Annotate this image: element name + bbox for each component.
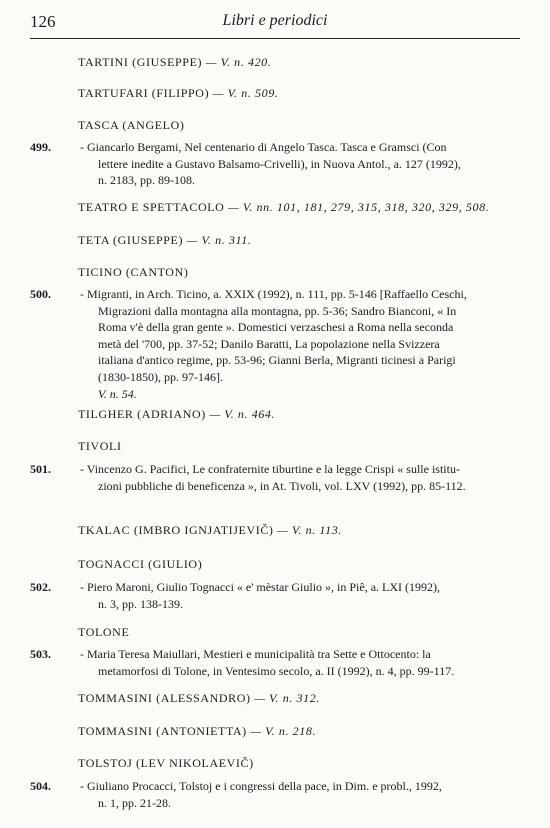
heading-ref: — V. nn. 101, 181, 279, 315, 318, 320, 329, 508.: [228, 200, 490, 214]
heading-ticino: [78, 265, 188, 280]
entry-line: - Piero Maroni, Giulio Tognacci « e' mèstar Giulio », in Piê, a. LXI (1992),: [80, 580, 441, 594]
entry-line: - Maria Teresa Maiullari, Mestieri e municipalità tra Sette e Ottocento: la: [80, 647, 431, 661]
heading-name: TILGHER (ADRIANO): [78, 407, 206, 421]
page-header: [30, 12, 520, 39]
entry-line: lettere inedite a Gustavo Balsamo-Crivelli), in Nuova Antol., a. 127 (1992),: [98, 156, 461, 171]
entry-line: - Vincenzo G. Pacifici, Le confraternite tiburtine e la legge Crispi « sulle istitu-: [80, 462, 460, 476]
heading-name: TOMMASINI (ALESSANDRO): [78, 691, 251, 705]
entry-500: [30, 286, 518, 402]
heading-name: TIVOLI: [78, 439, 122, 453]
entry-line: n. 3, pp. 138-139.: [98, 596, 183, 611]
heading-name: TARTINI (GIUSEPPE): [78, 55, 203, 69]
heading-name: TASCA (ANGELO): [78, 118, 185, 132]
heading-tartufari: [78, 86, 278, 101]
heading-ref: — V. n. 464.: [209, 407, 276, 421]
heading-name: TOLONE: [78, 625, 130, 639]
entry-499: [30, 139, 518, 189]
entry-line: Migrazioni dalla montagna alla montagna, pp. 5-36; Sandro Bianconi, « In: [98, 303, 457, 318]
heading-ref: — V. n. 218.: [250, 724, 317, 738]
heading-name: TOLSTOJ (LEV NIKOLAEVIČ): [78, 756, 254, 770]
heading-tartini: [78, 55, 271, 70]
entry-504: [30, 778, 518, 811]
heading-ref: — V. n. 311.: [186, 233, 252, 247]
entry-line: n. 1, pp. 21-28.: [98, 795, 171, 810]
entry-501: [30, 461, 518, 494]
entry-number: 501.: [30, 462, 51, 476]
entry-number: 502.: [30, 580, 51, 594]
entry-line: - Migranti, in Arch. Ticino, a. XXIX (1992), n. 111, pp. 5-146 [Raffaello Ceschi,: [80, 287, 467, 301]
page-number: 126: [30, 12, 56, 31]
entry-line: metamorfosi di Tolone, in Ventesimo secolo, a. II (1992), n. 4, pp. 99-117.: [98, 663, 455, 678]
heading-name: TOGNACCI (GIULIO): [78, 557, 203, 571]
heading-tognacci: [78, 557, 202, 572]
entry-number: 503.: [30, 647, 51, 661]
entry-line: Roma v'è della gran gente ». Domestici verzaschesi a Roma nella seconda: [98, 320, 454, 335]
heading-tkalac: [78, 523, 342, 538]
heading-tommasini-antonietta: [78, 724, 316, 739]
heading-ref: — V. n. 509.: [212, 86, 279, 100]
entry-line: italiana d'antico regime, pp. 53-96; Gianni Berla, Migranti ticinesi a Parigi: [98, 353, 456, 368]
heading-name: TEATRO E SPETTACOLO: [78, 200, 225, 214]
entry-line: (1830-1850), pp. 97-146].: [98, 369, 223, 384]
heading-tivoli: [78, 439, 122, 454]
heading-name: TKALAC (IMBRO IGNJATIJEVIČ): [78, 523, 274, 537]
entry-number: 504.: [30, 779, 51, 793]
heading-tolstoj: [78, 756, 254, 771]
heading-name: TETA (GIUSEPPE): [78, 233, 184, 247]
heading-tasca: [78, 118, 184, 133]
entry-502: [30, 579, 518, 612]
entry-number: 500.: [30, 287, 51, 301]
heading-name: TOMMASINI (ANTONIETTA): [78, 724, 247, 738]
running-title: Libri e periodici: [222, 12, 328, 29]
heading-ref: — V. n. 420.: [205, 55, 272, 69]
heading-tommasini-alessandro: [78, 691, 320, 706]
entry-line: - Giuliano Procacci, Tolstoj e i congressi della pace, in Dim. e probl., 1992,: [80, 779, 442, 793]
heading-ref: — V. n. 312.: [254, 691, 320, 705]
heading-teatro: [78, 200, 489, 215]
entry-line: V. n. 54.: [98, 386, 137, 401]
entry-503: [30, 646, 518, 679]
entry-line: - Giancarlo Bergami, Nel centenario di Angelo Tasca. Tasca e Gramsci (Con: [80, 140, 447, 154]
heading-name: TICINO (CANTON): [78, 265, 189, 279]
entry-number: 499.: [30, 140, 51, 154]
heading-name: TARTUFARI (FILIPPO): [78, 86, 210, 100]
heading-tilgher: [78, 407, 275, 422]
heading-tolone: [78, 625, 129, 640]
entry-line: n. 2183, pp. 89-108.: [98, 173, 195, 188]
heading-ref: — V. n. 113.: [277, 523, 342, 537]
heading-teta: [78, 233, 251, 248]
entry-line: zioni pubbliche di beneficenza », in At. Tivoli, vol. LXV (1992), pp. 85-112.: [98, 478, 466, 493]
entry-line: metà del '700, pp. 37-52; Danilo Baratti, La popolazione nella Svizzera: [98, 336, 440, 351]
